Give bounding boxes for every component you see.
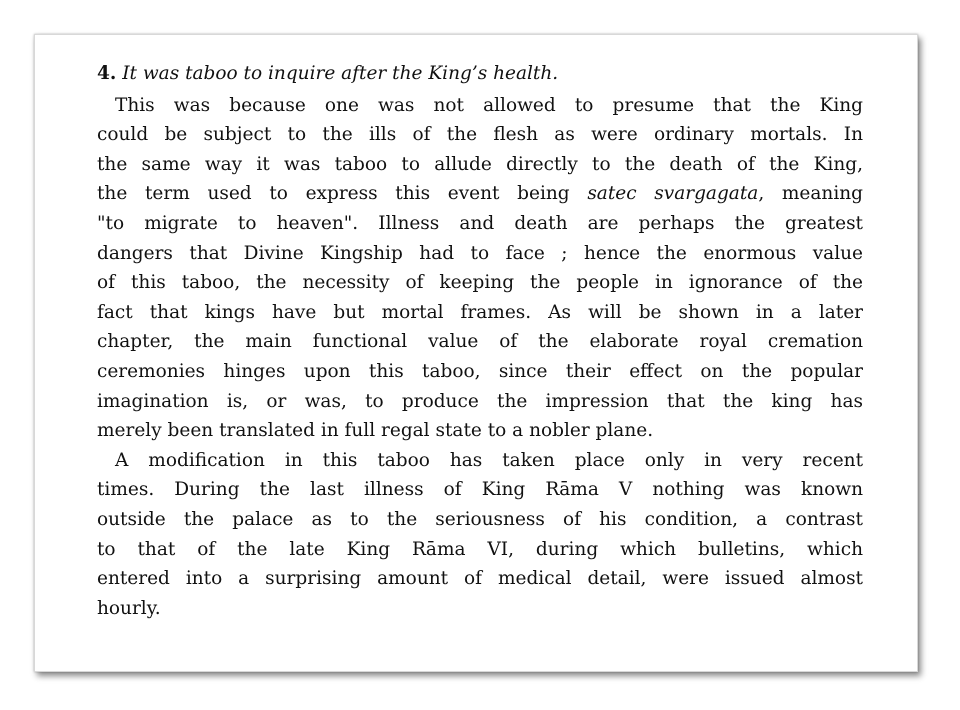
text-line: to that of the late King Rāma VI, during which bulletins, which (97, 538, 863, 560)
text-line: A modification in this taboo has taken place only in very recent (115, 449, 863, 471)
text-line: imagination is, or was, to produce the impression that the king has (97, 390, 863, 412)
text-line: merely been translated in full regal state to a nobler plane. (97, 420, 654, 442)
text-line: chapter, the main functional value of the elaborate royal cremation (97, 331, 863, 353)
text-line: times. During the last illness of King Rāma V nothing was known (97, 479, 863, 501)
text-line: of this taboo, the necessity of keeping the people in ignorance of the (97, 272, 863, 294)
document-page (34, 34, 918, 672)
text-line: fact that kings have but mortal frames. As will be shown in a later (97, 301, 863, 323)
term-line-after: , meaning (758, 183, 863, 205)
text-line: the same way it was taboo to allude directly to the death of the King, (97, 153, 863, 175)
text-line: outside the palace as to the seriousness of his condition, a contrast (97, 508, 863, 530)
text-line: "to migrate to heaven". Illness and death are perhaps the greatest (97, 212, 863, 234)
document-body (97, 59, 863, 623)
text-line: entered into a surprising amount of medical detail, were issued almost (97, 568, 863, 590)
text-line: hourly. (97, 597, 161, 619)
text-line-with-term (97, 179, 863, 209)
paragraph-1 (97, 91, 863, 446)
section-title: It was taboo to inquire after the King’s health. (122, 63, 559, 84)
section-number: 4. (97, 63, 117, 84)
term-line-before: the term used to express this event being (97, 183, 588, 205)
text-line: dangers that Divine Kingship had to face ; hence the enormous value (97, 242, 863, 264)
text-line: ceremonies hinges upon this taboo, since their effect on the popular (97, 360, 863, 382)
text-line: This was because one was not allowed to presume that the King (115, 94, 863, 116)
thai-term: satec svargagata (587, 183, 759, 205)
paragraph-2 (97, 446, 863, 624)
text-line: could be subject to the ills of the flesh as were ordinary mortals. In (97, 124, 863, 146)
section-heading (97, 59, 863, 89)
